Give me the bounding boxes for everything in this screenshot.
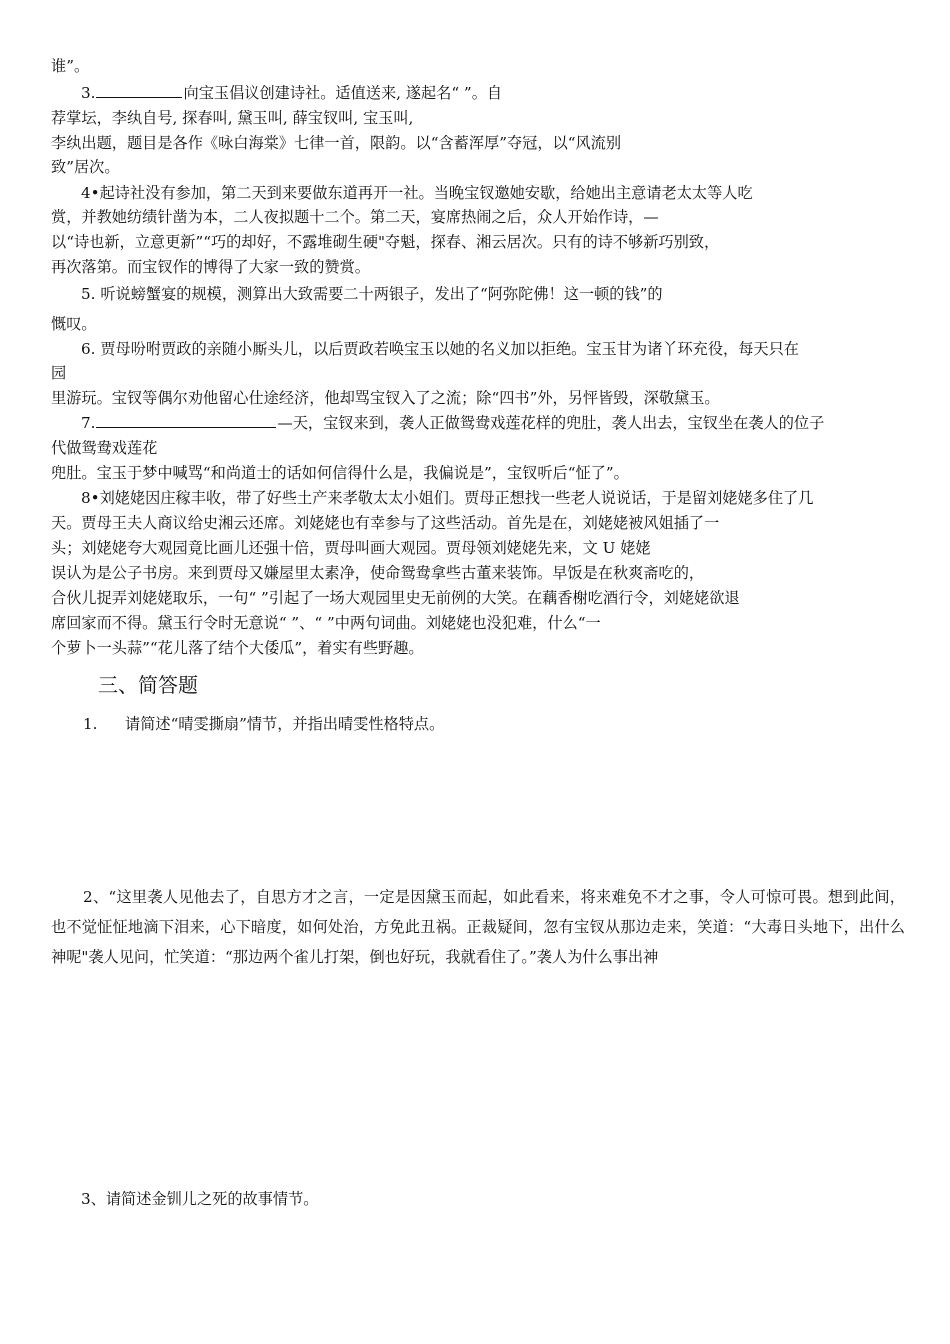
fill-item-6: 6. 贾母吩咐贾政的亲随小厮头儿，以后贾政若唤宝玉以她的名义加以拒绝。宝玉甘为诸丫环充役，每天只在 — [81, 340, 799, 358]
fill-item-4: 4•起诗社没有参加，第二天到来要做东道再开一社。当晚宝钗邀她安歇，给她出主意请老太太等人吃 — [81, 184, 753, 202]
item-number: 7. — [81, 414, 96, 432]
fill-line-13: 园 — [51, 364, 67, 382]
question-3: 3、请简述金钏儿之死的故事情节。 — [81, 1190, 319, 1208]
fill-line-20: 头；刘姥姥夸大观园竟比画儿还强十倍，贾母叫画大观园。贾母领刘姥姥先来，文 U 姥姥 — [51, 539, 651, 557]
fill-line-9: 再次落第。而宝钗作的博得了大家一致的赞赏。 — [51, 258, 370, 276]
fill-line-17: 兜肚。宝玉于梦中喊骂“和尚道士的话如何信得什么是，我偏说是”，宝钗听后“怔了”。 — [51, 464, 629, 482]
fill-line-21: 误认为是公子书房。来到贾母又嫌屋里太素净，使命鸳鸯拿些古董来装饰。早饭是在秋爽斋吃的， — [51, 564, 705, 582]
fill-line-23: 席回家而不得。黛玉行令时无意说“ ”、“ ”中两句词曲。刘姥姥也没犯难，什么“一 — [51, 614, 601, 632]
fill-line-8: 以“诗也新，立意更新”“巧的却好，不露堆砌生硬"夺魁，探春、湘云居次。只有的诗不够新巧别致， — [51, 233, 720, 251]
fill-item-5: 5. 听说螃蟹宴的规模，测算出大致需要二十两银子，发出了“阿弥陀佛！这一顿的钱”的 — [81, 285, 663, 303]
fill-line-14: 里游玩。宝钗等偶尔劝他留心仕途经济，他却骂宝钗入了之流；除“四书”外，另怦皆毁，深敬黛玉。 — [51, 389, 720, 407]
section-title: 三、简答题 — [98, 673, 198, 697]
item-number: 3. — [81, 84, 96, 102]
fill-item-8: 8•刘姥姥因庄稼丰收，带了好些土产来孝敬太太小姐们。贾母正想找一些老人说说话，于是留刘姥姥多住了几 — [81, 489, 814, 507]
item-text: —天，宝钗来到，袭人正做鸳鸯戏莲花样的兜肚，袭人出去，宝钗坐在袭人的位子 — [277, 414, 825, 432]
fill-line-19: 天。贾母王夫人商议给史湘云还席。刘姥姥也有幸参与了这些活动。首先是在，刘姥姥被风姐插了一 — [51, 514, 720, 532]
item-text: 向宝玉倡议创建诗社。适值送来, 遂起名“ ”。自 — [183, 84, 503, 102]
fill-line-22: 合伙儿捉弄刘姥姥取乐，一句“ ”引起了一场大观园里史无前例的大笑。在藕香榭吃酒行令，刘姥姥欲退 — [51, 589, 740, 607]
fill-line-24: 个萝卜一头蒜”“花儿落了结个大倭瓜”，着实有些野趣。 — [51, 639, 424, 657]
fill-line-1: 谁”。 — [51, 57, 90, 75]
question-2: 2、“这里袭人见他去了，自思方才之言，一定是因黛玉而起，如此看来，将来难免不才之事，令人可惊可畏。想到此间，也不觉怔怔地滴下泪来，心下暗度，如何处治，方免此丑祸。正裁疑间，忽有宝钗从那边走来，笑道：“大毒日头地下，出什么神呢"袭人见问，忙笑道：“那边两个雀儿打架，倒也好玩，我就看住了。”袭人为什么事出神 — [51, 888, 905, 966]
answer-blank — [96, 413, 276, 428]
answer-blank — [96, 83, 182, 98]
fill-item-7 — [81, 412, 824, 434]
fill-item-3 — [81, 82, 502, 104]
question-text: 请简述“晴雯撕扇”情节，并指出晴雯性格特点。 — [125, 715, 445, 733]
question-1 — [83, 713, 444, 735]
fill-line-3: 荐掌坛，李纨自号, 探春叫, 黛玉叫, 薛宝钗叫, 宝玉叫, — [51, 109, 414, 127]
fill-line-16: 代做鸳鸯戏莲花 — [51, 439, 158, 457]
fill-line-11: 慨叹。 — [51, 315, 97, 333]
fill-line-7: 赏，并教她纺绩针凿为本，二人夜拟题十二个。第二天，宴席热闹之后，众人开始作诗，— — [51, 208, 659, 226]
question-number: 1. — [83, 715, 98, 733]
fill-line-5: 致”居次。 — [51, 158, 120, 176]
fill-line-4: 李纨出题，题目是各作《咏白海棠》七律一首，限韵。以“含蓄浑厚”夺冠，以“风流别 — [51, 134, 622, 152]
